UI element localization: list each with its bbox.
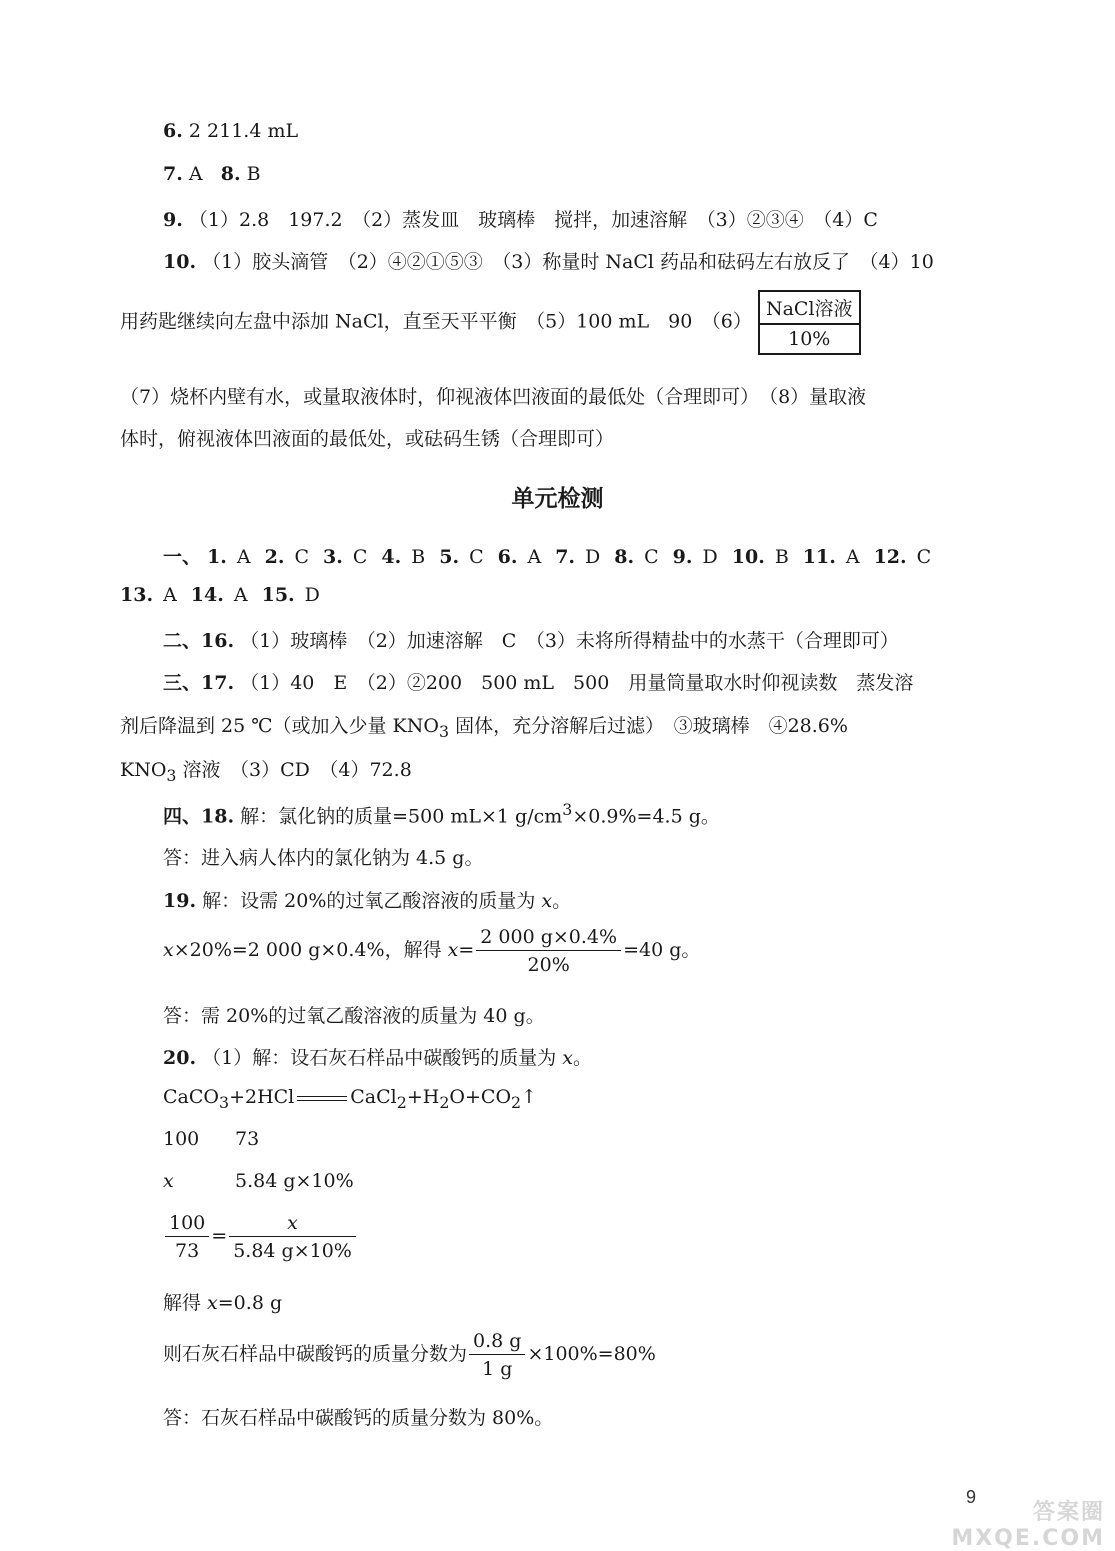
chemical-equation bbox=[163, 1086, 537, 1112]
choice-answer bbox=[207, 546, 251, 568]
fraction-denominator: 73 bbox=[175, 1240, 200, 1262]
answer-text: 溶液 （3）CD （4）72.8 bbox=[176, 759, 412, 781]
ratio-row-2 bbox=[163, 1170, 354, 1192]
answer-text: （7）烧杯内壁有水，或量取液体时，仰视液体凹液面的最低处（合理即可） （8）量取液 bbox=[120, 386, 867, 408]
answer-letter: C bbox=[294, 546, 310, 568]
answer-letter: D bbox=[702, 546, 718, 568]
part4-q19-answer bbox=[163, 1001, 545, 1028]
label-solution-name: NaCl溶液 bbox=[760, 292, 859, 325]
answer-q10-line3 bbox=[120, 382, 866, 409]
subscript: 2 bbox=[511, 1092, 522, 1112]
equation-text: CaCO bbox=[163, 1086, 219, 1108]
answer-q6 bbox=[163, 120, 298, 142]
answer-text: （1）胶头滴管 （2）④②①⑤③ （3）称量时 NaCl 药品和砝码左右放反了 （4）10 bbox=[202, 251, 934, 273]
question-number: 10. bbox=[731, 546, 765, 568]
answer-letter: B bbox=[774, 546, 789, 568]
answer-text: 。 bbox=[552, 890, 572, 912]
question-number: 2. bbox=[264, 546, 285, 568]
ratio-value: 100 bbox=[163, 1128, 200, 1150]
answer-text: （1）玻璃棒 （2）加速溶解 C （3）未将所得精盐中的水蒸干（合理即可） bbox=[240, 630, 899, 652]
question-number: 19. bbox=[163, 890, 197, 912]
proportion-equation: $\frac{100}{73}$ = $\frac{x}{5.84 g\times 10\%}$ bbox=[163, 1212, 358, 1262]
ratio-row-1 bbox=[163, 1128, 259, 1150]
answer-text: 答：需 20%的过氧乙酸溶液的质量为 40 g。 bbox=[163, 1005, 545, 1027]
question-number: 8. bbox=[220, 163, 241, 185]
question-number: 15. bbox=[261, 584, 295, 606]
choice-answer bbox=[262, 584, 320, 606]
gas-arrow: ↑ bbox=[521, 1086, 538, 1108]
answer-letter: A bbox=[233, 584, 248, 606]
answer-text: KNO bbox=[120, 759, 167, 781]
fraction-numerator: 0.8 g bbox=[469, 1330, 525, 1355]
variable-x: x bbox=[207, 1292, 218, 1314]
equation-text: CaCl bbox=[350, 1086, 397, 1108]
answer-text: （1）解：设石灰石样品中碳酸钙的质量为 bbox=[202, 1047, 563, 1069]
solve-result bbox=[163, 1288, 282, 1315]
equation-text: +2HCl bbox=[229, 1086, 295, 1108]
answer-text: 。 bbox=[572, 1047, 592, 1069]
fraction bbox=[469, 1330, 525, 1380]
answer-text: 体时，俯视液体凹液面的最低处，或砝码生锈（合理即可） bbox=[120, 428, 615, 450]
subscript: 2 bbox=[396, 1092, 407, 1112]
answer-letter: D bbox=[304, 584, 320, 606]
question-number: 9. bbox=[672, 546, 693, 568]
choice-answer bbox=[803, 546, 860, 568]
part-prefix: 二、 bbox=[163, 630, 202, 652]
question-number: 11. bbox=[802, 546, 836, 568]
answer-letter: A bbox=[845, 546, 860, 568]
answer-q10-line2 bbox=[120, 290, 861, 355]
answer-q10-line1 bbox=[163, 247, 934, 274]
question-number: 20. bbox=[163, 1047, 197, 1069]
equation-text: ×20%=2 000 g×0.4%，解得 bbox=[173, 939, 448, 961]
question-number: 10. bbox=[163, 251, 197, 273]
subscript: 2 bbox=[439, 1092, 450, 1112]
variable-x: x bbox=[287, 1212, 298, 1234]
choice-answer bbox=[555, 546, 600, 568]
question-number: 12. bbox=[873, 546, 907, 568]
question-number: 7. bbox=[163, 163, 183, 185]
answer-text: 用药匙继续向左盘中添加 NaCl，直至天平平衡 （5）100 mL 90 （6） bbox=[120, 310, 752, 333]
watermark-logo: 答案圈 MXQE.COM bbox=[951, 1500, 1105, 1551]
answer-text: （1）2.8 197.2 （2）蒸发皿 玻璃棒 搅拌，加速溶解 （3）②③④ （4）C bbox=[188, 209, 878, 231]
answer-text: A bbox=[188, 163, 203, 185]
equation-text: =40 g。 bbox=[623, 939, 701, 961]
answer-text: 则石灰石样品中碳酸钙的质量分数为 bbox=[163, 1343, 468, 1365]
choice-answer bbox=[439, 546, 483, 568]
choice-answer bbox=[732, 546, 789, 568]
question-number: 8. bbox=[614, 546, 635, 568]
variable-x: x bbox=[447, 939, 459, 961]
question-number: 6. bbox=[163, 120, 183, 142]
equation-text: O+CO bbox=[449, 1086, 512, 1108]
answer-letter: B bbox=[411, 546, 426, 568]
question-number: 1. bbox=[207, 546, 227, 568]
answer-text: 解得 bbox=[163, 1292, 208, 1314]
question-number: 5. bbox=[439, 546, 460, 568]
question-number: 6. bbox=[497, 546, 518, 568]
variable-x: x bbox=[163, 1170, 174, 1192]
part-prefix: 一、 bbox=[163, 546, 202, 568]
part3-q17-line2 bbox=[120, 711, 848, 741]
fraction-numerator: 100 bbox=[165, 1212, 209, 1237]
variable-x: x bbox=[541, 890, 553, 912]
answer-text: （1）40 E （2）②200 500 mL 500 用量筒量取水时仰视读数 蒸发溶 bbox=[240, 672, 914, 694]
answer-text: ×0.9%=4.5 g。 bbox=[572, 805, 720, 828]
ratio-value: 73 bbox=[235, 1128, 260, 1150]
question-number: 13. bbox=[120, 584, 154, 606]
question-number: 18. bbox=[201, 805, 235, 828]
equation-text: = bbox=[458, 939, 475, 961]
fraction-denominator: 20% bbox=[527, 954, 570, 976]
choice-answer bbox=[498, 546, 542, 568]
superscript: 3 bbox=[562, 800, 573, 819]
part1-row2 bbox=[120, 584, 334, 606]
subscript: 3 bbox=[438, 721, 450, 741]
fraction-numerator: 2 000 g×0.4% bbox=[476, 926, 621, 951]
part4-q19-equation bbox=[163, 926, 700, 976]
answer-letter: A bbox=[163, 584, 177, 606]
answer-letter: C bbox=[644, 546, 659, 568]
answer-text: 解：设需 20%的过氧乙酸溶液的质量为 bbox=[202, 890, 542, 912]
choice-answer bbox=[265, 546, 309, 568]
part4-q20-answer bbox=[163, 1403, 553, 1430]
label-concentration: 10% bbox=[788, 328, 831, 350]
answer-letter: C bbox=[352, 546, 368, 568]
subscript: 3 bbox=[218, 1092, 230, 1112]
answer-text: ×100%=80% bbox=[527, 1343, 656, 1365]
choice-answer bbox=[323, 546, 367, 568]
answer-text: 剂后降温到 25 ℃（或加入少量 KNO bbox=[120, 715, 439, 737]
fraction-denominator: 1 g bbox=[482, 1358, 513, 1380]
part4-q18 bbox=[163, 800, 720, 828]
fraction bbox=[476, 926, 621, 976]
answer-letter: A bbox=[236, 546, 251, 568]
question-number: 16. bbox=[201, 630, 235, 652]
part4-q19 bbox=[163, 886, 571, 913]
answer-q7-q8 bbox=[163, 163, 261, 185]
choice-answer bbox=[614, 546, 658, 568]
fraction-numerator bbox=[229, 1212, 356, 1237]
part3-q17-line3 bbox=[120, 755, 412, 785]
answer-q10-line4 bbox=[120, 424, 614, 451]
answer-text: 固体，充分溶解后过滤） ③玻璃棒 ④28.6% bbox=[449, 715, 848, 737]
answer-text: 答：进入病人体内的氯化钠为 4.5 g。 bbox=[163, 847, 484, 869]
answer-letter: A bbox=[527, 546, 542, 568]
page-number: 9 bbox=[966, 1487, 977, 1507]
answer-letter: C bbox=[469, 546, 484, 568]
equation-text: +H bbox=[406, 1086, 440, 1108]
answer-text: 答：石灰石样品中碳酸钙的质量分数为 80%。 bbox=[163, 1407, 554, 1429]
choice-answer bbox=[120, 584, 177, 606]
question-number: 14. bbox=[190, 584, 224, 606]
reagent-label-box bbox=[758, 290, 861, 355]
subscript: 3 bbox=[166, 765, 177, 785]
part-prefix: 三、 bbox=[163, 672, 202, 694]
answer-q9 bbox=[163, 205, 878, 232]
variable-x: x bbox=[562, 1047, 573, 1069]
variable-x: x bbox=[163, 939, 174, 961]
part4-q20 bbox=[163, 1043, 592, 1070]
question-number: 4. bbox=[381, 546, 402, 568]
fraction-denominator: 5.84 g×10% bbox=[233, 1240, 352, 1262]
question-number: 17. bbox=[201, 672, 235, 694]
answer-text: 解：氯化钠的质量=500 mL×1 g/cm bbox=[240, 805, 563, 828]
part-prefix: 四、 bbox=[163, 805, 202, 828]
mass-fraction-line bbox=[163, 1330, 656, 1380]
answer-letter: C bbox=[916, 546, 932, 568]
answer-text: =0.8 g bbox=[217, 1292, 283, 1314]
question-number: 9. bbox=[163, 209, 183, 231]
part1-row1 bbox=[163, 542, 945, 569]
fraction bbox=[229, 1212, 356, 1262]
question-number: 7. bbox=[555, 546, 576, 568]
part3-q17-line1 bbox=[163, 668, 913, 695]
reaction-equals-sign bbox=[297, 1096, 347, 1101]
answer-letter: D bbox=[585, 546, 601, 568]
question-number: 3. bbox=[323, 546, 343, 568]
section-title: 单元检测 bbox=[511, 486, 604, 512]
choice-answer bbox=[673, 546, 718, 568]
part2-q16 bbox=[163, 626, 899, 653]
ratio-value: 5.84 g×10% bbox=[235, 1170, 354, 1192]
fraction bbox=[165, 1212, 209, 1262]
choice-answer bbox=[381, 546, 425, 568]
part4-q18-answer bbox=[163, 843, 483, 870]
choice-answer bbox=[191, 584, 248, 606]
answer-text: B bbox=[246, 163, 261, 185]
answer-text: 2 211.4 mL bbox=[188, 120, 299, 142]
choice-answer bbox=[874, 546, 932, 568]
